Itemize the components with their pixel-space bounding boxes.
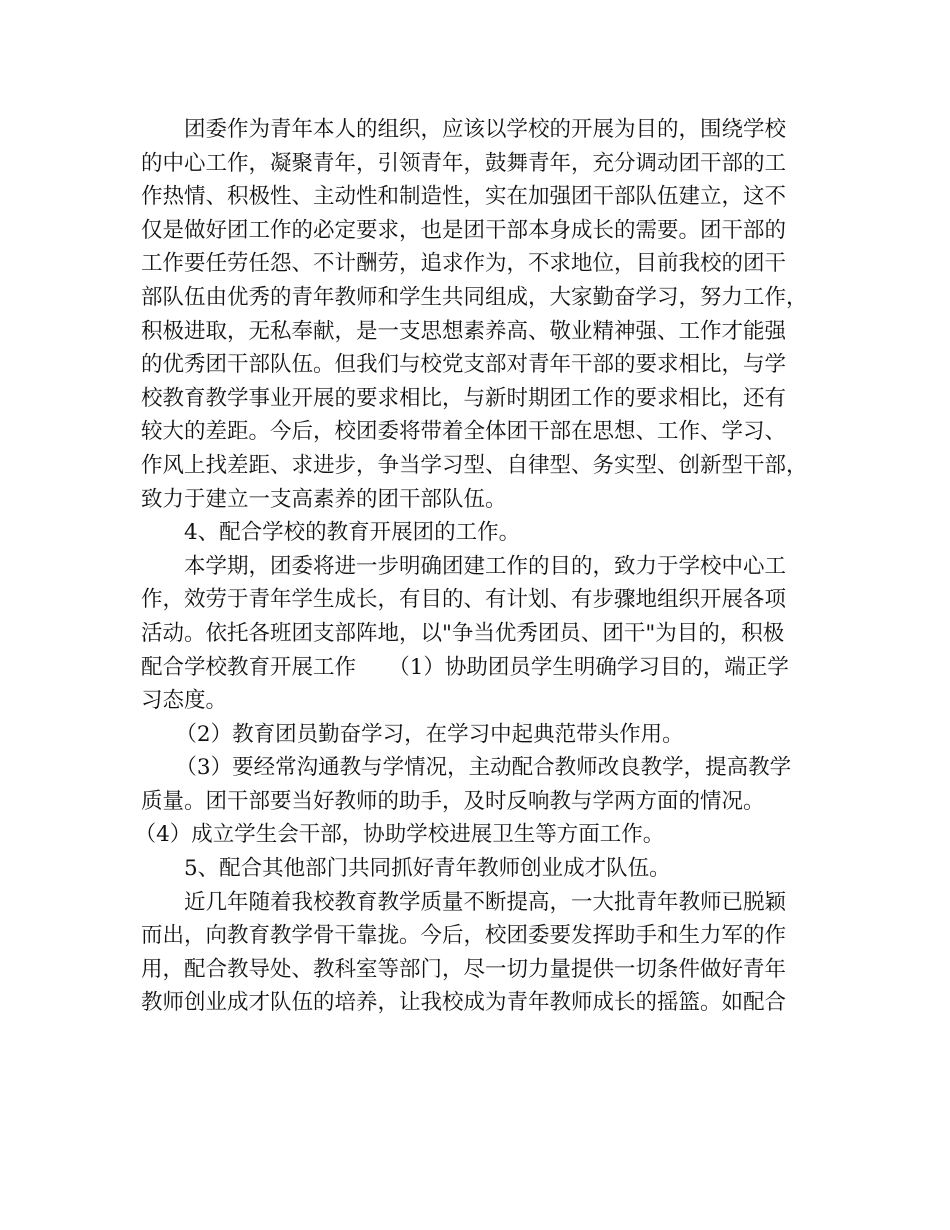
paragraph <box>141 718 831 752</box>
text-line: 活动。依托各班团支部阵地，以"争当优秀团员、团干"为目的，积极 <box>141 620 785 646</box>
paragraph <box>141 550 831 584</box>
text-line: 4、配合学校的教育开展团的工作。 <box>184 520 521 546</box>
text-line: （3）要经常沟通教与学情况，主动配合教师改良教学，提高教学 <box>175 755 792 781</box>
paragraph-heading <box>141 516 831 550</box>
text-line: 工作要任劳任怨、不计酬劳，追求作为，不求地位，目前我校的团干 <box>141 251 787 277</box>
text-line: （4）成立学生会干部，协助学校进展卫生等方面工作。 <box>134 822 665 848</box>
paragraph <box>141 886 831 920</box>
text-line: 5、配合其他部门共同抓好青年教师创业成才队伍。 <box>184 856 671 882</box>
text-line: 用，配合教导处、教科室等部门，尽一切力量提供一切条件做好青年 <box>141 956 787 982</box>
text-line: 的优秀团干部队伍。但我们与校党支部对青年干部的要求相比，与学 <box>141 352 787 378</box>
paragraph <box>134 818 831 852</box>
text-line: 校教育教学事业开展的要求相比，与新时期团工作的要求相比，还有 <box>141 385 787 411</box>
text-line: 作，效劳于青年学生成长，有目的、有计划、有步骤地组织开展各项 <box>141 587 787 613</box>
paragraph-continuation <box>141 785 831 819</box>
text-line: 的中心工作，凝聚青年，引领青年，鼓舞青年，充分调动团干部的工 <box>141 150 787 176</box>
paragraph <box>141 113 831 147</box>
text-line: 习态度。 <box>141 688 228 714</box>
paragraph-continuation <box>141 147 831 517</box>
paragraph-continuation <box>141 919 831 1020</box>
text-line: 作热情、积极性、主动性和制造性，实在加强团干部队伍建立，这不 <box>141 184 787 210</box>
text-line: 仅是做好团工作的必定要求，也是团干部本身成长的需要。团干部的 <box>141 217 787 243</box>
text-line: 配合学校教育开展工作 （1）协助团员学生明确学习目的，端正学 <box>141 654 789 680</box>
text-line: （2）教育团员勤奋学习，在学习中起典范带头作用。 <box>175 721 684 747</box>
text-line: 团委作为青年本人的组织，应该以学校的开展为目的，围绕学校 <box>184 117 787 142</box>
text-line: 部队伍由优秀的青年教师和学生共同组成，大家勤奋学习，努力工作， <box>141 284 808 310</box>
text-line: 教师创业成才队伍的培养，让我校成为青年教师成长的摇篮。如配合 <box>141 990 787 1016</box>
paragraph-continuation <box>141 583 831 717</box>
text-line: 作风上找差距、求进步，争当学习型、自律型、务实型、创新型干部， <box>141 452 808 478</box>
text-line: 而出，向教育教学骨干靠拢。今后，校团委要发挥助手和生力军的作 <box>141 923 787 949</box>
document-body <box>134 113 831 1020</box>
text-line: 近几年随着我校教育教学质量不断提高，一大批青年教师已脱颖 <box>184 889 787 915</box>
text-line: 积极进取，无私奉献，是一支思想素养高、敬业精神强、工作才能强 <box>141 318 787 344</box>
text-line: 质量。团干部要当好教师的助手，及时反响教与学两方面的情况。 <box>141 788 765 814</box>
paragraph <box>141 751 831 785</box>
text-line: 致力于建立一支高素养的团干部队伍。 <box>141 486 507 512</box>
text-line: 本学期，团委将进一步明确团建工作的目的，致力于学校中心工 <box>184 553 787 579</box>
paragraph-heading <box>141 852 831 886</box>
text-line: 较大的差距。今后，校团委将带着全体团干部在思想、工作、学习、 <box>141 419 787 445</box>
